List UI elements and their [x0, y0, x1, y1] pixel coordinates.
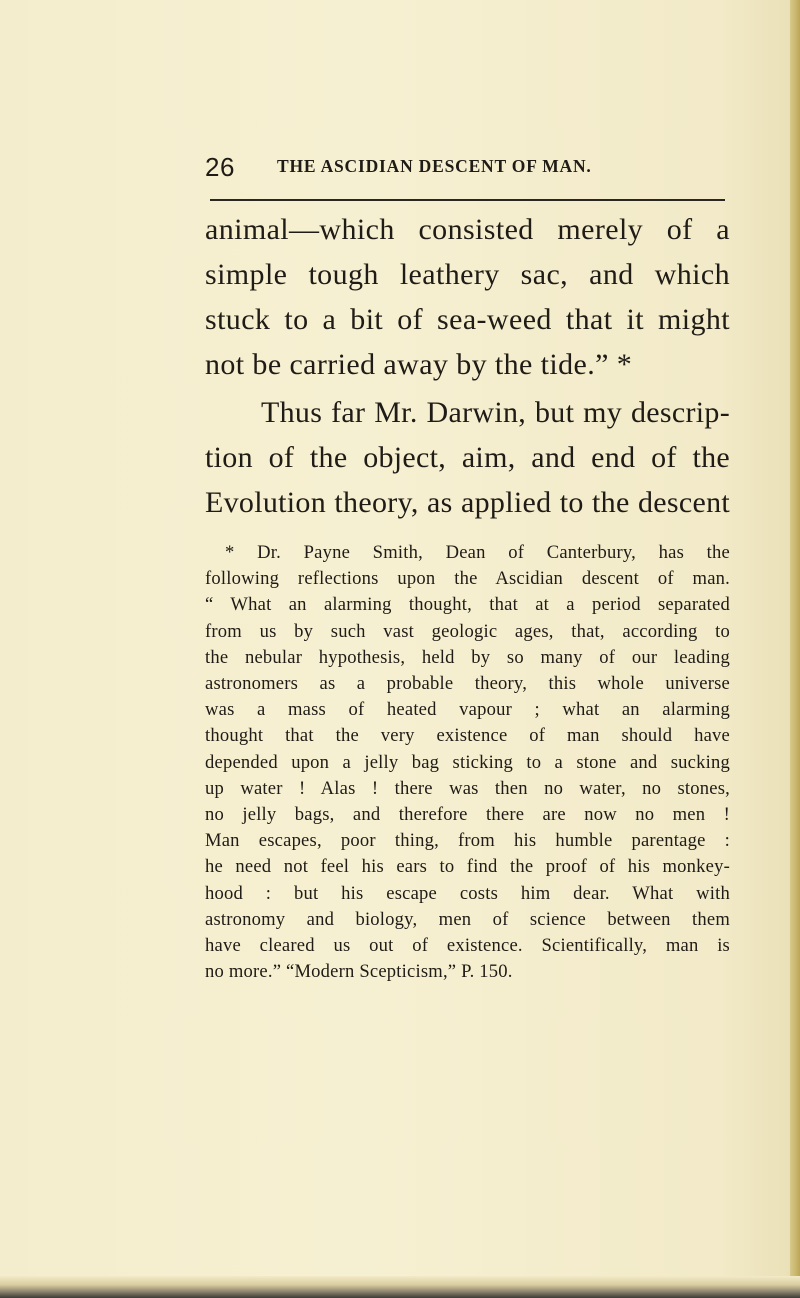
footnote-line: was a mass of heated vapour ; what an alarming: [205, 699, 730, 721]
footnote-line: “ What an alarming thought, that at a period separated: [205, 594, 730, 616]
page-edge-bottom: [0, 1276, 800, 1298]
text-line: Thus far Mr. Darwin, but my descrip-: [261, 396, 730, 429]
footnote-line: the nebular hypothesis, held by so many of our leading: [205, 646, 730, 668]
text-line: stuck to a bit of sea-weed that it might: [205, 303, 730, 336]
footnote-line: up water ! Alas ! there was then no water, no stones,: [205, 777, 730, 799]
footnote-line: no more.” “Modern Scepticism,” P. 150.: [205, 961, 513, 983]
page-header: [205, 152, 725, 186]
text-line: simple tough leathery sac, and which: [205, 258, 730, 291]
footnote-line: depended upon a jelly bag sticking to a stone and sucking: [205, 751, 730, 773]
text-line: not be carried away by the tide.” *: [205, 348, 633, 381]
footnote-line: astronomy and biology, men of science between them: [205, 908, 730, 930]
footnote-line: astronomers as a probable theory, this whole universe: [205, 673, 730, 695]
footnote-line: he need not feel his ears to find the proof of his monkey-: [205, 856, 730, 878]
footnote-line: thought that the very existence of man should have: [205, 725, 730, 747]
page-number: 26: [205, 152, 235, 182]
paragraph-continuation: [205, 207, 730, 387]
footnote-line: from us by such vast geologic ages, that, according to: [205, 620, 730, 642]
footnote-line: hood : but his escape costs him dear. What with: [205, 882, 730, 904]
footnote-line: no jelly bags, and therefore there are now no men !: [205, 804, 730, 826]
header-rule: [210, 199, 725, 201]
footnote-line: have cleared us out of existence. Scientifically, man is: [205, 935, 730, 957]
page-edge-right: [790, 0, 800, 1298]
footnote-line: * Dr. Payne Smith, Dean of Canterbury, has the: [225, 542, 730, 563]
running-head: THE ASCIDIAN DESCENT OF MAN.: [277, 156, 592, 176]
text-line: tion of the object, aim, and end of the: [205, 441, 730, 474]
text-line: Evolution theory, as applied to the descent: [205, 486, 730, 519]
text-line: animal—which consisted merely of a: [205, 213, 730, 246]
footnote: [205, 540, 730, 985]
footnote-line: Man escapes, poor thing, from his humble parentage :: [205, 830, 730, 852]
paragraph-new: [205, 390, 730, 525]
footnote-line: following reflections upon the Ascidian descent of man.: [205, 568, 730, 590]
